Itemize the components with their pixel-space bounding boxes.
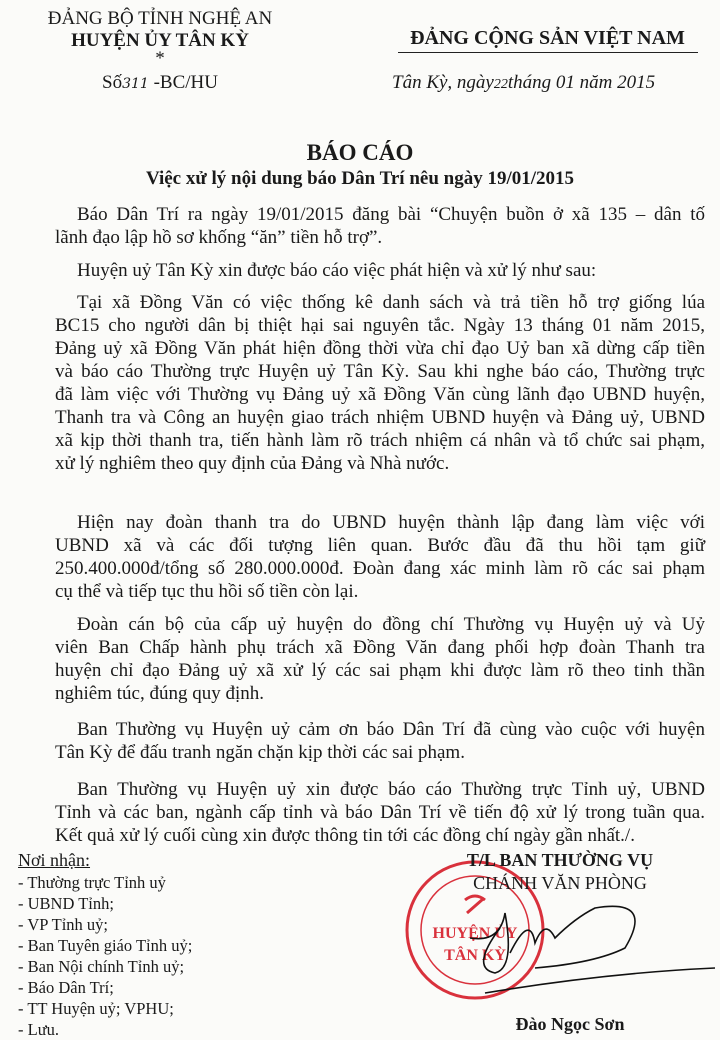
body-line: UBND xã và các đối tượng liên quan. Bước đầu đã thu hồi tạm giữ: [55, 535, 705, 556]
recipient-item: - Lưu.: [18, 1020, 60, 1039]
body-line: Tại xã Đồng Văn có việc thống kê danh sách và trả tiền hỗ trợ giống lúa: [77, 292, 705, 313]
body-line: Ban Thường vụ Huyện uỷ xin được báo cáo Thường trực Tỉnh uỷ, UBND: [77, 779, 705, 800]
signature-position: CHÁNH VĂN PHÒNG: [473, 873, 647, 893]
recipient-item: - Báo Dân Trí;: [18, 978, 114, 997]
body-line: viên Ban Chấp hành phụ trách xã Đồng Văn đang phối hợp đoàn Thanh tra: [55, 637, 705, 658]
body-line: đã làm việc với Thường vụ Đảng uỷ xã Đồng Văn cùng lãnh đạo UBND huyện,: [55, 384, 705, 405]
recipient-item: - Thường trực Tỉnh uỷ: [18, 873, 166, 892]
document-number: Số311 -BC/HU: [102, 72, 218, 93]
svg-text:TÂN KỲ: TÂN KỲ: [444, 947, 506, 964]
body-line: Kết quả xử lý cuối cùng xin được thông tin tới các đồng chí ngày gần nhất./.: [55, 825, 635, 846]
recipient-item: - VP Tỉnh uỷ;: [18, 915, 109, 934]
body-line: Đảng uỷ xã Đồng Văn phát hiện đồng thời vừa chỉ đạo Uỷ ban xã dừng cấp tiền: [55, 338, 705, 359]
recipient-item: - Ban Nội chính Tỉnh uỷ;: [18, 957, 185, 976]
body-line: nghiêm túc, đúng quy định.: [55, 683, 264, 704]
body-line: Hiện nay đoàn thanh tra do UBND huyện thành lập đang làm việc với: [77, 512, 705, 533]
document-title: BÁO CÁO: [306, 140, 414, 165]
party-heading: ĐẢNG CỘNG SẢN VIỆT NAM: [385, 26, 710, 53]
body-line: BC15 cho người dân bị thiệt hại sai nguyên tắc. Ngày 13 tháng 01 năm 2015,: [55, 315, 705, 336]
body-line: và báo cáo Thường trực Huyện uỷ Tân Kỳ. Sau khi nghe báo cáo, Thường trực: [55, 361, 705, 382]
star-separator: *: [155, 48, 165, 69]
recipients-heading: Nơi nhận:: [18, 850, 91, 870]
body-line: Thanh tra và Công an huyện giao trách nhiệm UBND huyện và Đảng uỷ, UBND: [55, 407, 705, 428]
date-place: Tân Kỳ, ngày22tháng 01 năm 2015: [392, 72, 656, 93]
body-line: Ban Thường vụ Huyện uỷ cảm ơn báo Dân Trí đã cùng vào cuộc với huyện: [77, 719, 705, 740]
body-line: Tỉnh và các ban, ngành cấp tỉnh và báo Dân Trí về tiến độ xử lý trong tuần qua.: [55, 802, 705, 823]
org-line-2: HUYỆN ỦY TÂN KỲ: [71, 30, 249, 51]
body-line: Đoàn cán bộ của cấp uỷ huyện do đồng chí Thường vụ Huyện uỷ và Uỷ: [77, 614, 705, 635]
signature: [470, 906, 715, 993]
body-line: xã kịp thời thanh tra, tiến hành làm rõ trách nhiệm cá nhân và tổ chức sai phạm,: [55, 430, 705, 451]
recipient-item: - TT Huyện uỷ; VPHU;: [18, 999, 174, 1018]
body-line: xử lý nghiêm theo quy định của Đảng và Nhà nước.: [55, 453, 450, 474]
recipient-item: - UBND Tỉnh;: [18, 894, 114, 913]
body-line: Tân Kỳ để đấu tranh ngăn chặn kịp thời các sai phạm.: [55, 742, 465, 763]
body-line: Huyện uỷ Tân Kỳ xin được báo cáo việc phát hiện và xử lý như sau:: [77, 260, 597, 281]
svg-text:HUYỆN ỦY: HUYỆN ỦY: [432, 925, 518, 942]
body-line: 250.400.000đ/tổng số 280.000.000đ. Đoàn đang xác minh làm rõ các sai phạm: [55, 558, 705, 579]
body-line: cụ thể và tiếp tục thu hồi số tiền còn lại.: [55, 581, 359, 602]
body-line: huyện chỉ đạo Đảng uỷ xã xử lý các sai phạm khi được làm rõ theo tinh thần: [55, 660, 705, 681]
handwritten-day: 22: [493, 77, 508, 92]
body-line: Báo Dân Trí ra ngày 19/01/2015 đăng bài “Chuyện buồn ở xã 135 – dân tố: [77, 204, 705, 225]
signer-name: Đào Ngọc Sơn: [515, 1014, 625, 1034]
org-line-1: ĐẢNG BỘ TỈNH NGHỆ AN: [47, 8, 273, 29]
body-line: lãnh đạo lập hồ sơ khống “ăn” tiền hỗ trợ”.: [55, 227, 383, 248]
document-subtitle: Việc xử lý nội dung báo Dân Trí nêu ngày 19/01/2015: [145, 168, 575, 189]
recipient-item: - Ban Tuyên giáo Tỉnh uỷ;: [18, 936, 193, 955]
handwritten-number: 311: [122, 76, 149, 92]
signature-on-behalf: T/L BAN THƯỜNG VỤ: [466, 850, 654, 870]
underline: [398, 52, 698, 53]
issuing-organization: [20, 8, 300, 95]
